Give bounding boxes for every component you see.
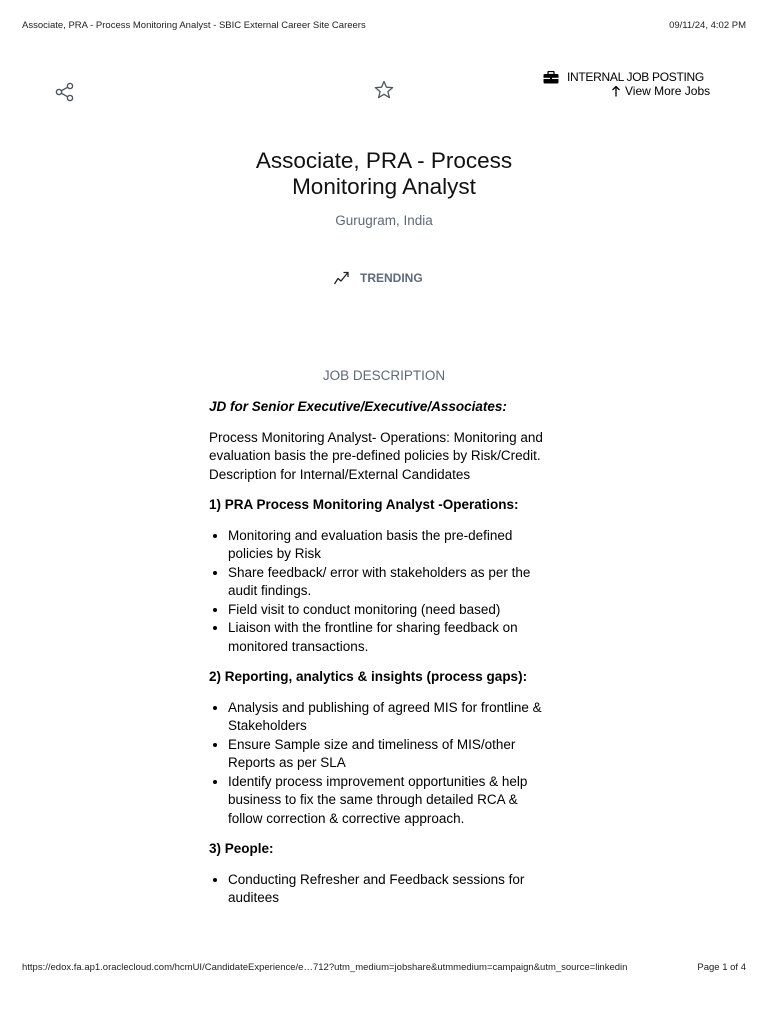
- jd-intro-line1: Process Monitoring Analyst- Operations: Monitoring and evaluation basis the pre-defined policies by Risk/Credit.: [209, 429, 543, 463]
- trending-badge: [333, 270, 423, 286]
- briefcase-icon: [543, 71, 559, 84]
- print-footer-page: Page 1 of 4: [697, 962, 746, 973]
- section-heading: 2) Reporting, analytics & insights (process gaps):: [209, 669, 528, 684]
- list-item: • Identify process improvement opportunities & help business to fix the same through detailed RCA & follow correction & corrective approach.: [228, 773, 554, 829]
- list-item: • Share feedback/ error with stakeholders as per the audit findings.: [228, 564, 554, 601]
- list-item: • Ensure Sample size and timeliness of MIS/other Reports as per SLA: [228, 736, 554, 773]
- print-header-datetime: 09/11/24, 4:02 PM: [669, 20, 746, 31]
- job-title-line1: Associate, PRA - Process: [255, 148, 513, 173]
- section-list: [209, 527, 554, 657]
- list-item: • Monitoring and evaluation basis the pre-defined policies by Risk: [228, 527, 554, 564]
- print-header-title: Associate, PRA - Process Monitoring Analyst - SBIC External Career Site Careers: [22, 20, 366, 31]
- section-heading: 1) PRA Process Monitoring Analyst -Operations:: [209, 497, 519, 512]
- job-location: Gurugram, India: [335, 213, 433, 228]
- trending-label: TRENDING: [360, 271, 423, 285]
- view-more-jobs-link[interactable]: [611, 84, 743, 98]
- list-item: • Analysis and publishing of agreed MIS for frontline & Stakeholders: [228, 699, 554, 736]
- posting-info: [543, 70, 743, 98]
- jd-intro-line2: Description for Internal/External Candidates: [209, 466, 471, 482]
- trending-up-icon: [333, 270, 351, 286]
- section-list: [209, 699, 554, 829]
- share-icon[interactable]: [55, 82, 75, 102]
- posting-type-label: INTERNAL JOB POSTING: [567, 70, 704, 84]
- job-description-body: [209, 398, 554, 920]
- posting-type: [543, 70, 743, 84]
- print-footer-url: https://edox.fa.ap1.oraclecloud.com/hcmUI/CandidateExperience/e…712?utm_medium=jobshare&utmmedium=campaign&utm_source=linkedin: [22, 962, 628, 973]
- star-icon[interactable]: [374, 80, 394, 100]
- job-title: [184, 148, 584, 200]
- job-description-title: JOB DESCRIPTION: [322, 368, 446, 383]
- job-title-line2: Monitoring Analyst: [292, 174, 476, 199]
- arrow-up-icon: [611, 85, 621, 97]
- view-more-jobs-label[interactable]: View More Jobs: [625, 84, 711, 98]
- section-list: [209, 871, 554, 908]
- jd-intro: [209, 429, 554, 485]
- section-heading: 3) People:: [209, 841, 274, 856]
- print-header: [22, 20, 746, 31]
- list-item: • Field visit to conduct monitoring (need based): [228, 601, 554, 620]
- list-item: • Liaison with the frontline for sharing feedback on monitored transactions.: [228, 619, 554, 656]
- print-footer: [22, 962, 746, 973]
- list-item: • Conducting Refresher and Feedback sessions for auditees: [228, 871, 554, 908]
- jd-intro-heading: JD for Senior Executive/Executive/Associates:: [209, 399, 507, 414]
